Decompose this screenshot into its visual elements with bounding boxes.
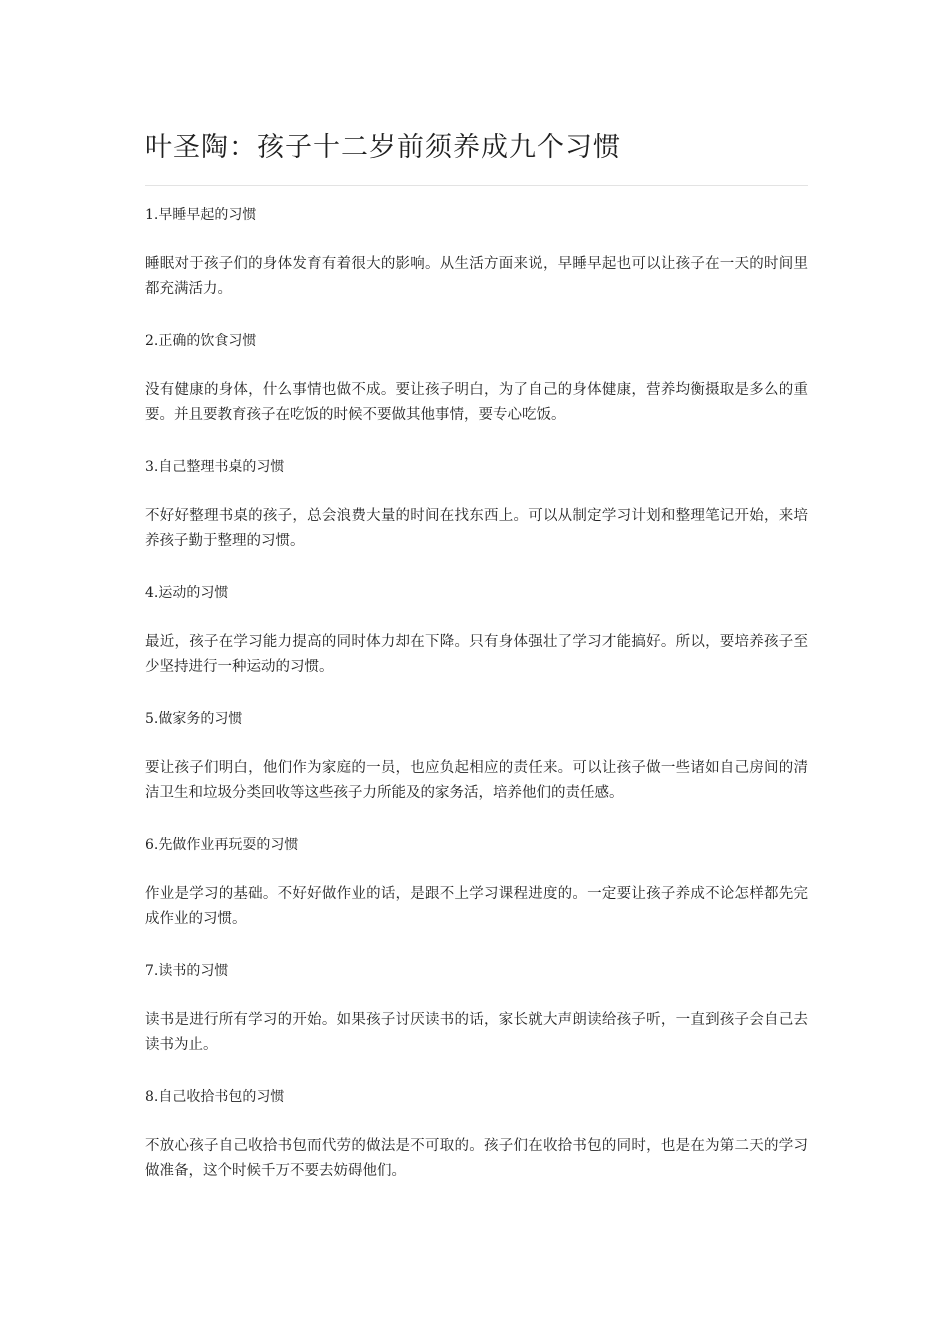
section-8 xyxy=(145,1086,808,1184)
title-divider xyxy=(145,185,808,186)
section-heading: 7.读书的习惯 xyxy=(145,963,229,979)
section-7 xyxy=(145,960,808,1058)
section-body: 不放心孩子自己收拾书包而代劳的做法是不可取的。孩子们在收拾书包的同时，也是在为第二天的学习做准备，这个时候千万不要去妨碍他们。 xyxy=(145,1138,808,1179)
document-title: 叶圣陶：孩子十二岁前须养成九个习惯 xyxy=(145,132,621,163)
section-heading: 3.自己整理书桌的习惯 xyxy=(145,459,285,475)
section-heading: 2.正确的饮食习惯 xyxy=(145,333,257,349)
section-heading: 8.自己收拾书包的习惯 xyxy=(145,1089,285,1105)
section-body: 要让孩子们明白，他们作为家庭的一员，也应负起相应的责任来。可以让孩子做一些诸如自己房间的清洁卫生和垃圾分类回收等这些孩子力所能及的家务活，培养他们的责任感。 xyxy=(145,760,808,801)
section-4 xyxy=(145,582,808,680)
section-heading: 1.早睡早起的习惯 xyxy=(145,207,257,223)
section-body: 不好好整理书桌的孩子，总会浪费大量的时间在找东西上。可以从制定学习计划和整理笔记开始，来培养孩子勤于整理的习惯。 xyxy=(145,508,808,549)
section-body: 作业是学习的基础。不好好做作业的话，是跟不上学习课程进度的。一定要让孩子养成不论怎样都先完成作业的习惯。 xyxy=(145,886,808,927)
section-heading: 4.运动的习惯 xyxy=(145,585,229,601)
section-1 xyxy=(145,204,808,302)
section-body: 没有健康的身体，什么事情也做不成。要让孩子明白，为了自己的身体健康，营养均衡摄取是多么的重要。并且要教育孩子在吃饭的时候不要做其他事情，要专心吃饭。 xyxy=(145,382,808,423)
section-5 xyxy=(145,708,808,806)
document-page xyxy=(145,126,808,1212)
section-body: 睡眠对于孩子们的身体发育有着很大的影响。从生活方面来说，早睡早起也可以让孩子在一天的时间里都充满活力。 xyxy=(145,256,808,297)
section-body: 读书是进行所有学习的开始。如果孩子讨厌读书的话，家长就大声朗读给孩子听，一直到孩子会自己去读书为止。 xyxy=(145,1012,808,1053)
section-heading: 5.做家务的习惯 xyxy=(145,711,243,727)
section-body: 最近，孩子在学习能力提高的同时体力却在下降。只有身体强壮了学习才能搞好。所以，要培养孩子至少坚持进行一种运动的习惯。 xyxy=(145,634,808,675)
section-2 xyxy=(145,330,808,428)
section-3 xyxy=(145,456,808,554)
section-heading: 6.先做作业再玩耍的习惯 xyxy=(145,837,299,853)
section-6 xyxy=(145,834,808,932)
